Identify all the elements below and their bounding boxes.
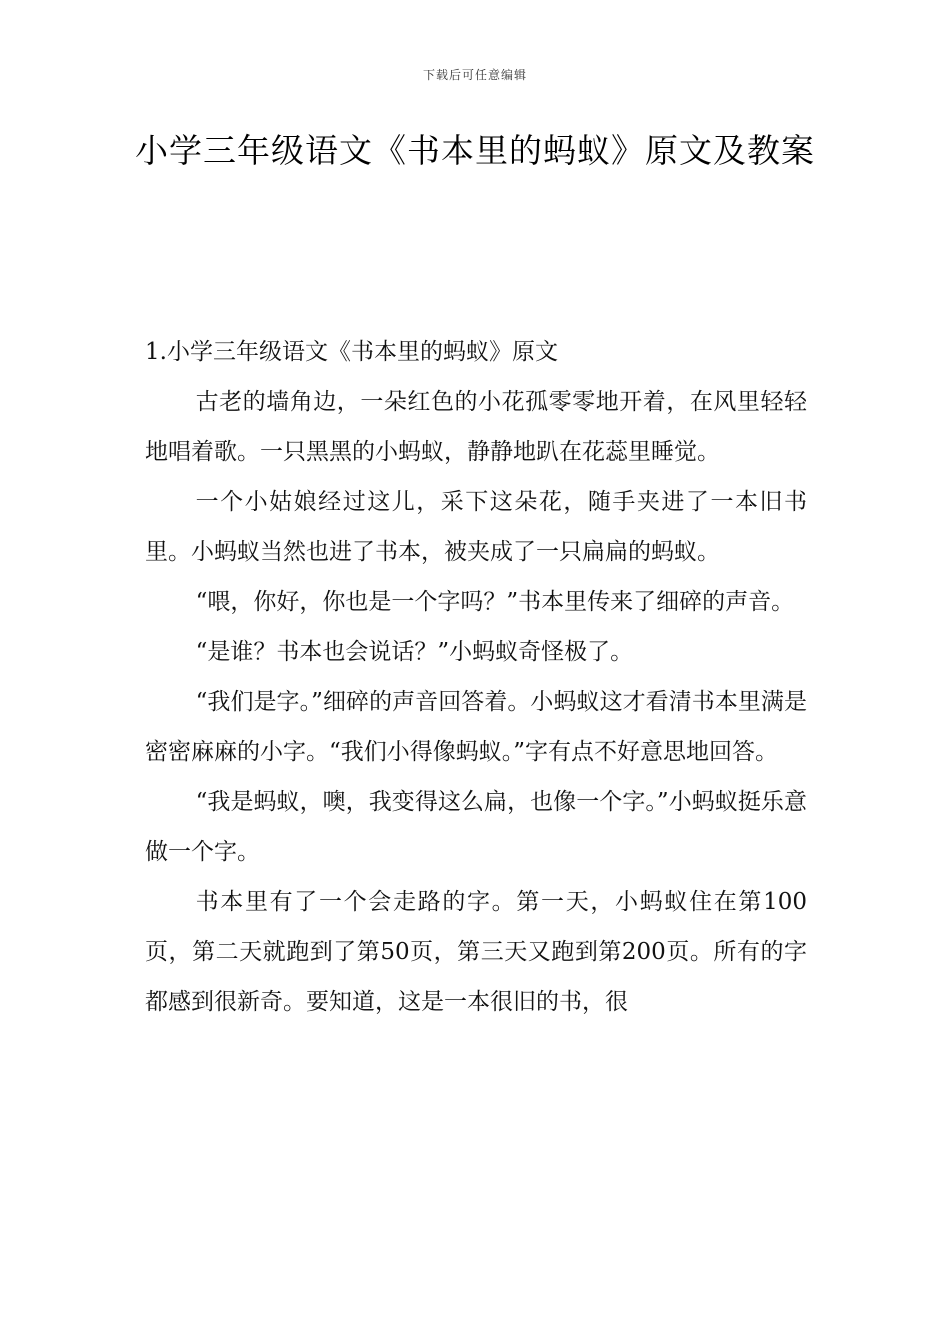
- document-body: [145, 327, 807, 1027]
- paragraph-4: “是谁？书本也会说话？”小蚂蚁奇怪极了。: [195, 639, 634, 665]
- section-heading: 1.小学三年级语文《书本里的蚂蚁》原文: [145, 339, 558, 365]
- paragraph-3: “喂，你好，你也是一个字吗？”书本里传来了细碎的声音。: [195, 589, 795, 615]
- paragraph-1: 古老的墙角边，一朵红色的小花孤零零地开着，在风里轻轻地唱着歌。一只黑黑的小蚂蚁，静静地趴在花蕊里睡觉。: [145, 389, 807, 465]
- paragraph-5: “我们是字。”细碎的声音回答着。小蚂蚁这才看清书本里满是密密麻麻的小字。“我们小得像蚂蚁。”字有点不好意思地回答。: [145, 689, 807, 765]
- paragraph-6: “我是蚂蚁，噢，我变得这么扁，也像一个字。”小蚂蚁挺乐意做一个字。: [145, 789, 807, 865]
- paragraph-2: 一个小姑娘经过这儿，采下这朵花，随手夹进了一本旧书里。小蚂蚁当然也进了书本，被夹成了一只扁扁的蚂蚁。: [145, 489, 807, 565]
- document-title: 小学三年级语文《书本里的蚂蚁》原文及教案: [135, 131, 815, 170]
- page-header-note: 下载后可任意编辑: [422, 68, 527, 82]
- paragraph-7: 书本里有了一个会走路的字。第一天，小蚂蚁住在第100页，第二天就跑到了第50页，第三天又跑到第200页。所有的字都感到很新奇。要知道，这是一本很旧的书，很: [145, 889, 807, 1015]
